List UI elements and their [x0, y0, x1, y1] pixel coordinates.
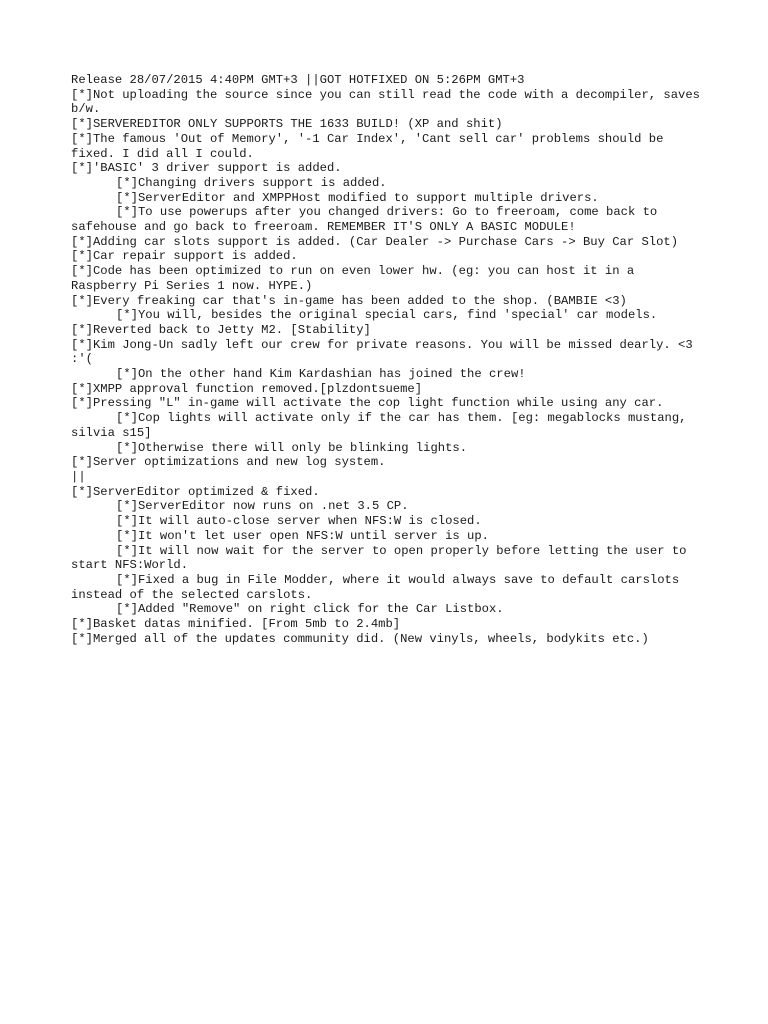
release-note-subitem: [*]ServerEditor now runs on .net 3.5 CP. [116, 499, 409, 514]
release-note-item: [*]Server optimizations and new log system. [71, 455, 386, 470]
release-note-subitem: [*]To use powerups after you changed drivers: Go to freeroam, come back to safehouse and go back to freeroam. REMEMBER IT'S ONLY A BASIC MODULE! [71, 205, 665, 235]
release-note-item: [*]Basket datas minified. [From 5mb to 2.4mb] [71, 617, 401, 632]
release-note-subitem: [*]Otherwise there will only be blinking lights. [116, 440, 468, 455]
release-note-item: [*]Code has been optimized to run on even lower hw. (eg: you can host it in a Raspberry Pi Series 1 now. HYPE.) [71, 264, 642, 293]
release-note-item: [*]SERVEREDITOR ONLY SUPPORTS THE 1633 BUILD! (XP and shit) [71, 117, 503, 132]
release-notes-text [71, 73, 708, 646]
release-note-subitem: [*]Cop lights will activate only if the car has them. [eg: megablocks mustang, silvia s15] [71, 411, 694, 440]
release-note-item: [*]Not uploading the source since you can still read the code with a decompiler, saves b/w. [71, 87, 708, 117]
release-note-subitem: [*]It won't let user open NFS:W until server is up. [116, 528, 489, 543]
release-note-subitem: [*]Fixed a bug in File Modder, where it would always save to default carslots instead of the selected carslots. [71, 572, 687, 602]
release-note-item: [*]Adding car slots support is added. (Car Dealer -> Purchase Cars -> Buy Car Slot) [71, 234, 679, 249]
release-note-item: [*]Car repair support is added. [71, 249, 298, 264]
release-note-subitem: [*]On the other hand Kim Kardashian has joined the crew! [116, 367, 526, 382]
release-note-item: [*]Pressing "L" in-game will activate the cop light function while using any car. [71, 396, 664, 411]
release-note-subitem: [*]It will auto-close server when NFS:W is closed. [116, 514, 482, 529]
release-note-subitem: [*]It will now wait for the server to open properly before letting the user to start NFS:World. [71, 543, 694, 573]
release-note-item: [*]Reverted back to Jetty M2. [Stability] [71, 322, 371, 337]
release-note-item: [*]XMPP approval function removed.[plzdontsueme] [71, 381, 423, 396]
release-note-item: [*]The famous 'Out of Memory', '-1 Car Index', 'Cant sell car' problems should be fixed. I did all I could. [71, 131, 671, 161]
release-note-item: || [71, 469, 86, 484]
release-note-item: [*]Every freaking car that's in-game has been added to the shop. (BAMBIE <3) [71, 293, 627, 308]
release-note-subitem: [*]Added "Remove" on right click for the Car Listbox. [116, 602, 504, 617]
release-note-item: [*]Kim Jong-Un sadly left our crew for private reasons. You will be missed dearly. <3 :'( [71, 337, 700, 367]
release-note-item: [*]'BASIC' 3 driver support is added. [71, 161, 342, 176]
release-note-item: [*]ServerEditor optimized & fixed. [71, 484, 320, 499]
release-note-item: [*]Merged all of the updates community did. (New vinyls, wheels, bodykits etc.) [71, 631, 649, 646]
release-note-subitem: [*]Changing drivers support is added. [116, 175, 387, 190]
release-note-subitem: [*]You will, besides the original special cars, find 'special' car models. [116, 308, 658, 323]
release-note-subitem: [*]ServerEditor and XMPPHost modified to support multiple drivers. [116, 190, 599, 205]
release-note-item: Release 28/07/2015 4:40PM GMT+3 ||GOT HOTFIXED ON 5:26PM GMT+3 [71, 73, 525, 87]
